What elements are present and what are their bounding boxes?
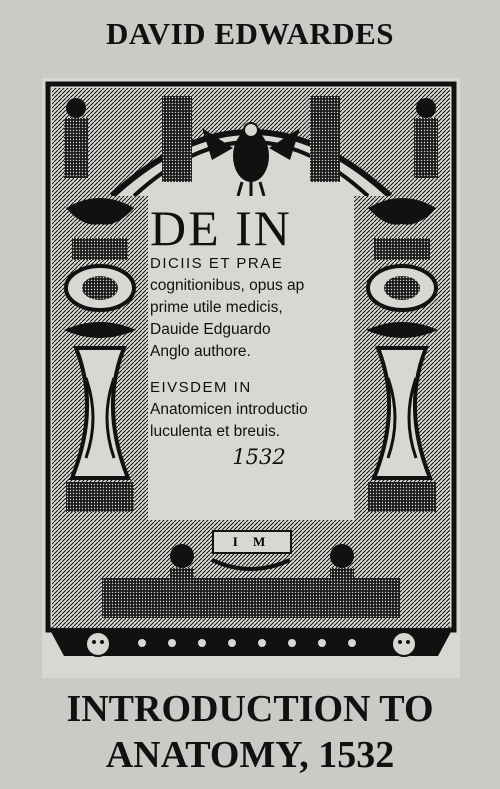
top-arch-ornament: [52, 88, 450, 196]
handwritten-date: 1532: [232, 445, 286, 469]
title-text: [150, 200, 368, 469]
title-line-6: Anglo authore.: [150, 343, 251, 360]
left-column-ornament: [52, 196, 148, 520]
caption-line-2: ANATOMY, 1532: [105, 734, 395, 776]
right-column-ornament: [354, 196, 450, 520]
author-heading: DAVID EDWARDES: [105, 16, 395, 51]
title-line-4: prime utile medicis,: [150, 299, 283, 316]
title-line-5: Dauide Edguardo: [150, 321, 271, 338]
base-frieze: [50, 630, 452, 656]
title-line-2: DICIIS ET PRAE: [150, 255, 284, 272]
printer-mark: I M: [212, 530, 292, 554]
title-line-7: EIVSDEM IN: [150, 379, 252, 396]
title-line-9: luculenta et breuis.: [150, 423, 281, 440]
book-caption: [0, 686, 500, 778]
caption-line-1: INTRODUCTION TO: [66, 688, 434, 730]
title-line-8: Anatomicen introductio: [150, 401, 308, 418]
title-line-1: DE IN: [150, 200, 292, 256]
title-line-3: cognitionibus, opus ap: [150, 277, 305, 294]
